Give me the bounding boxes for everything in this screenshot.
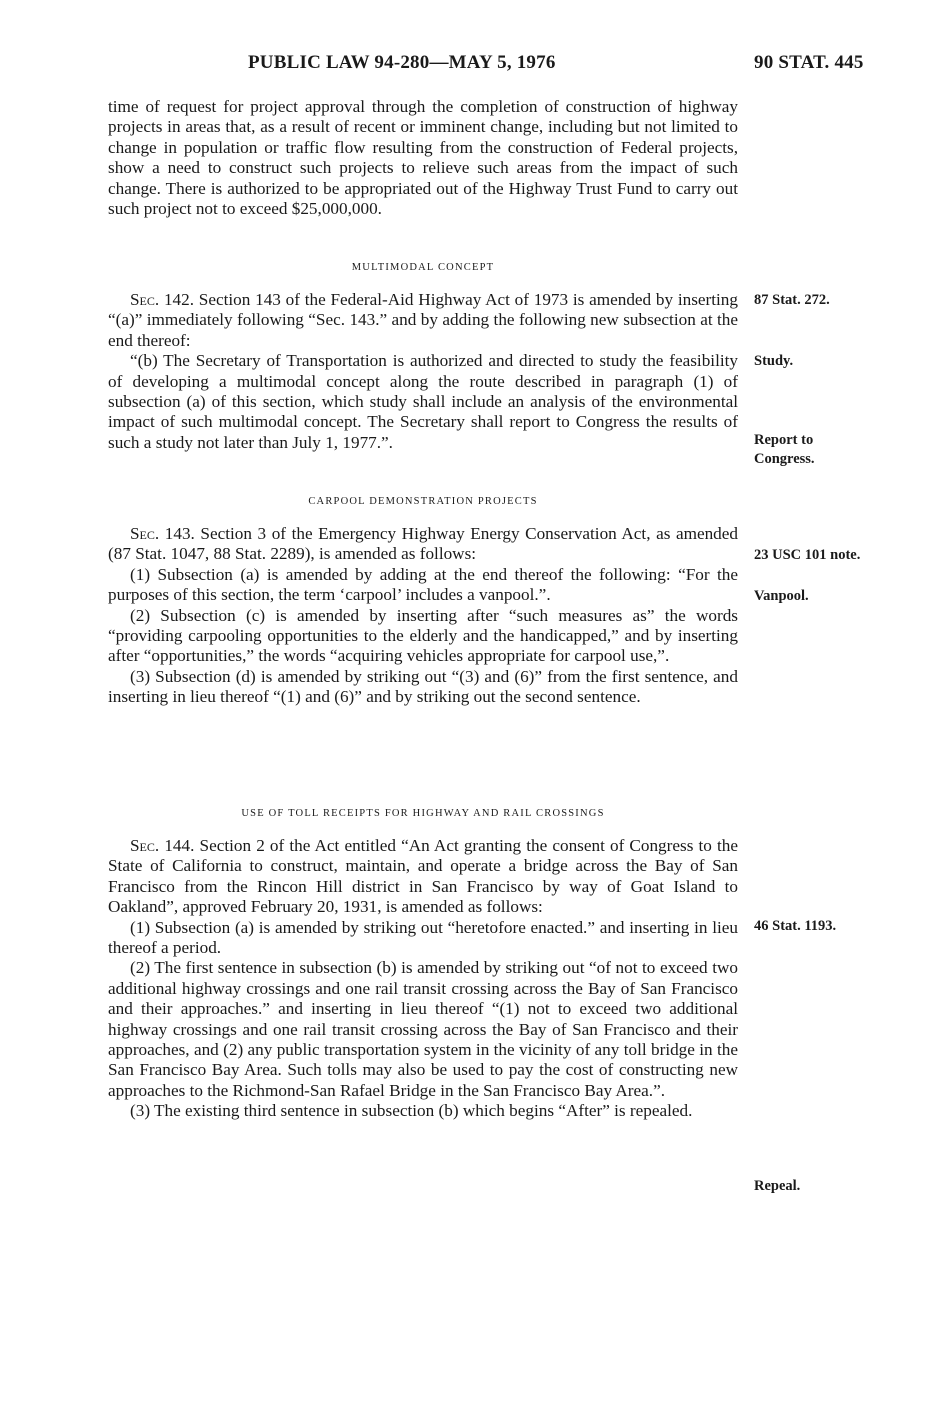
section-143-text: 143. Section 3 of the Emergency Highway Energy Conservation Act, as amended (87 Stat. 1047, 88 Stat. 2289), is amended as follows: bbox=[108, 524, 738, 564]
section-heading-toll-receipts: USE OF TOLL RECEIPTS FOR HIGHWAY AND RAIL CROSSINGS bbox=[241, 808, 605, 819]
intro-text: time of request for project approval through the completion of construction of highway projects in areas that, as a result of recent or imminent change, including but not limited to change in population or traffic flow resulting from the construction of Federal projects, show a need to construct such projects to relieve such areas from the impact of such change. There is authorized to be appropriated out of the Highway Trust Fund to carry out such project not to exceed $25,000,000. bbox=[108, 97, 738, 219]
section-142-text: 142. Section 143 of the Federal-Aid Highway Act of 1973 is amended by inserting “(a)” immediately following “Sec. 143.” and by adding the following new subsection at the end thereof: bbox=[108, 290, 738, 350]
section-label: Sec. bbox=[130, 290, 160, 309]
margin-note-report bbox=[754, 431, 815, 469]
margin-note-study: Study. bbox=[754, 353, 794, 369]
continued-paragraph bbox=[108, 97, 738, 219]
section-143-para-4: (3) Subsection (d) is amended by striking out “(3) and (6)” from the first sentence, and inserting in lieu thereof “(1) and (6)” and by striking out the second sentence. bbox=[108, 666, 738, 707]
section-143-para-2: (1) Subsection (a) is amended by adding at the end thereof the following: “For the purposes of this section, the term ‘carpool’ includes a vanpool.”. bbox=[108, 564, 738, 605]
section-heading-carpool: CARPOOL DEMONSTRATION PROJECTS bbox=[308, 496, 538, 507]
section-143-para-1 bbox=[108, 524, 738, 565]
margin-note-report-line-1: Report to bbox=[754, 432, 814, 448]
running-head-title: PUBLIC LAW 94-280—MAY 5, 1976 bbox=[248, 52, 556, 73]
section-142-para-2: “(b) The Secretary of Transportation is authorized and directed to study the feasibility of developing a multimodal concept along the route described in paragraph (1) of subsection (a) of this section, which study shall include an analysis of the environmental impact of such multimodal concept. The Secretary shall report to Congress the results of such a study not later than July 1, 1977.”. bbox=[108, 351, 738, 452]
section-143-para-3: (2) Subsection (c) is amended by inserting after “such measures as” the words “providing carpooling opportunities to the elderly and the handicapped,” and by inserting after “opportunities,” the words “acquiring vehicles appropriate for carpool use,”. bbox=[108, 605, 738, 666]
margin-note-vanpool: Vanpool. bbox=[754, 588, 809, 604]
section-144-text: 144. Section 2 of the Act entitled “An Act granting the consent of Congress to the State of California to construct, maintain, and operate a bridge across the Bay of San Francisco from the Rincon Hill district in San Francisco by way of Goat Island to Oakland”, approved February 20, 1931, is amended as follows: bbox=[108, 836, 738, 917]
section-144-para-2: (1) Subsection (a) is amended by striking out “heretofore enacted.” and inserting in lieu thereof a period. bbox=[108, 917, 738, 958]
margin-note-repeal: Repeal. bbox=[754, 1178, 801, 1194]
section-label: Sec. bbox=[130, 524, 160, 543]
margin-note-report-line-2: Congress. bbox=[754, 451, 815, 467]
section-144 bbox=[108, 836, 738, 1122]
section-heading-multimodal: MULTIMODAL CONCEPT bbox=[351, 262, 495, 273]
margin-note-stat-1193: 46 Stat. 1193. bbox=[754, 918, 837, 934]
section-142-para-1 bbox=[108, 290, 738, 351]
margin-note-usc: 23 USC 101 note. bbox=[754, 547, 861, 563]
margin-note-stat-272: 87 Stat. 272. bbox=[754, 292, 830, 308]
section-143 bbox=[108, 524, 738, 708]
section-144-para-4: (3) The existing third sentence in subsection (b) which begins “After” is repealed. bbox=[130, 1101, 693, 1121]
section-144-para-3: (2) The first sentence in subsection (b) is amended by striking out “of not to exceed two additional highway crossings and one rail transit crossing across the Bay of San Francisco and their approaches.” and inserting in lieu thereof “(1) not to exceed two additional highway crossings and one rail transit crossing across the Bay of San Francisco and their approaches, and (2) any public transportation system in the vicinity of any toll bridge in the San Francisco Bay Area. Such tolls may also be used to pay the cost of constructing new approaches to the Richmond-San Rafael Bridge in the San Francisco Bay Area.”. bbox=[108, 958, 738, 1100]
section-142 bbox=[108, 290, 738, 453]
page-stat-citation: 90 STAT. 445 bbox=[754, 52, 864, 73]
section-label: Sec. bbox=[130, 836, 160, 855]
section-144-para-1 bbox=[108, 836, 738, 918]
